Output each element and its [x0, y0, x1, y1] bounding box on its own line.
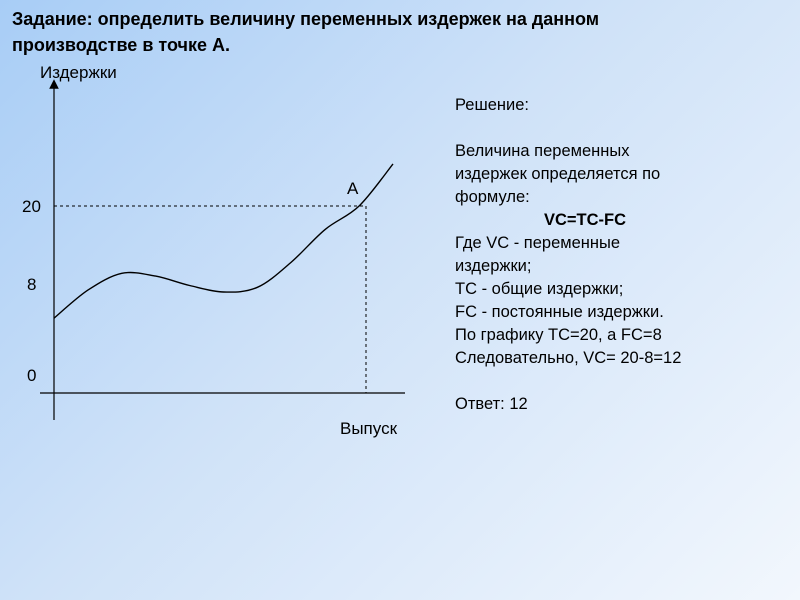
- tick-label-0: 0: [27, 366, 37, 385]
- total-cost-curve: [54, 164, 393, 318]
- point-a-label: А: [347, 179, 359, 198]
- task-statement: Задание: определить величину переменных издержек на данном производстве в точке А.: [12, 9, 600, 55]
- answer: Ответ: 12: [455, 395, 528, 413]
- explanation-line-1: Где VC - переменные: [455, 234, 621, 252]
- explanation-line-3: TC - общие издержки;: [455, 280, 624, 298]
- tick-label-8: 8: [27, 275, 37, 294]
- solution-formula: VC=TC-FC: [543, 211, 627, 229]
- tick-label-20: 20: [22, 197, 41, 216]
- solution-line-3: формуле:: [455, 188, 530, 206]
- explanation-line-4: FC - постоянные издержки.: [455, 303, 664, 321]
- explanation-line-6: Следовательно, VC= 20-8=12: [455, 349, 682, 367]
- x-axis-label: Выпуск: [340, 419, 398, 438]
- explanation-line-5: По графику TC=20, а FC=8: [455, 326, 662, 344]
- solution-line-1: Величина переменных: [455, 142, 630, 160]
- solution-heading: Решение:: [455, 96, 529, 114]
- y-axis-label: Издержки: [40, 63, 117, 82]
- solution-panel: [455, 94, 775, 416]
- explanation-line-2: издержки;: [455, 257, 532, 275]
- solution-line-2: издержек определяется по: [455, 165, 661, 183]
